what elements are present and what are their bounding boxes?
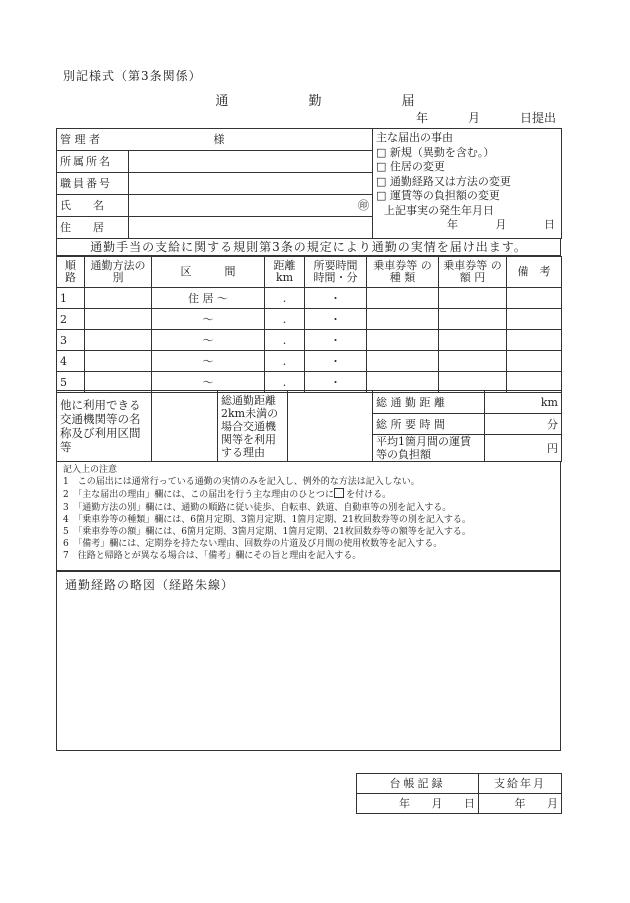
check-mark-icon — [334, 488, 344, 498]
method-cell[interactable] — [85, 309, 152, 330]
time-cell[interactable]: ・ — [305, 351, 367, 372]
col-ticket-type: 乗車券等 の 種 類 — [367, 257, 439, 288]
ticket-type-cell[interactable] — [367, 330, 439, 351]
time-cell[interactable]: ・ — [305, 372, 367, 393]
staff-no-label: 職員番号 — [57, 173, 129, 195]
total-time-label: 総 所 要 時 間 — [373, 414, 485, 435]
method-cell[interactable] — [85, 351, 152, 372]
ticket-price-cell[interactable] — [439, 330, 507, 351]
occurrence-label: 上記事実の発生年月日 — [384, 203, 494, 217]
ticket-type-cell[interactable] — [367, 351, 439, 372]
form-note: 別記様式（第3条関係） — [63, 69, 202, 83]
section-cell[interactable]: 〜 — [152, 372, 265, 393]
dept-field[interactable] — [129, 151, 373, 173]
reason-new[interactable]: □ 新規（異動を含む。） — [376, 145, 495, 159]
submit-date — [398, 109, 556, 126]
occ-month: 月 — [495, 218, 507, 231]
route-no: 5 — [57, 372, 85, 393]
avg-cost-field[interactable] — [485, 435, 562, 462]
time-cell[interactable]: ・ — [305, 330, 367, 351]
total-distance-field[interactable] — [485, 391, 562, 414]
declaration-sentence: 通勤手当の支給に関する規則第3条の規定により通勤の実情を届け出ます。 — [56, 238, 561, 256]
reason-fare[interactable]: □ 運賃等の負担額の変更 — [376, 189, 500, 202]
note-item: 5 「乗車券等の額」欄には、6箇月定期、3箇月定期、1箇月定期、21枚回数券等の額等を記入する。 — [63, 527, 471, 538]
section-cell[interactable]: 〜 — [152, 330, 265, 351]
title-char: 勤 — [308, 94, 322, 109]
address-label: 住 居 — [57, 217, 129, 239]
remarks-cell[interactable] — [507, 309, 562, 330]
route-row — [57, 288, 562, 309]
col-section: 区 間 — [152, 257, 265, 288]
distance-cell[interactable]: . — [265, 351, 305, 372]
route-no: 1 — [57, 288, 85, 309]
note-item: 6 「備考」欄には、定期券を持たない理由、回数券の片道及び月間の使用枚数等を記入する。 — [63, 539, 443, 550]
reasons-title: 主な届出の事由 — [376, 131, 453, 144]
route-row — [57, 309, 562, 330]
route-header — [57, 257, 562, 288]
route-row — [57, 330, 562, 351]
other-transport-field[interactable] — [152, 391, 218, 462]
col-ticket-price: 乗車券等 の額 円 — [439, 257, 507, 288]
route-row — [57, 351, 562, 372]
ledger-record-date[interactable]: 年 月 日 — [357, 794, 479, 814]
method-cell[interactable] — [85, 288, 152, 309]
date-year: 年 — [415, 111, 428, 125]
remarks-cell[interactable] — [507, 351, 562, 372]
title-char: 通 — [215, 94, 229, 109]
note-item: 4 「乗車券等の種類」欄には、6箇月定期、3箇月定期、1箇月定期、21枚回数券等の別を記入する。 — [63, 514, 471, 525]
occ-year: 年 — [447, 218, 458, 231]
short-distance-reason-label: 総通勤距離2km未満の場合交通機関等を利用する理由 — [218, 391, 288, 462]
other-transport-label: 他に利用できる交通機関等の名称及び利用区間等 — [57, 391, 152, 462]
col-remarks: 備 考 — [507, 257, 562, 288]
note-item: 2 「主な届出の理由」欄には、この届出を行う主な理由のひとつに を付ける。 — [63, 490, 392, 501]
km-unit: km — [540, 395, 558, 409]
avg-cost-label: 平均1箇月間の運賃等の負担額 — [373, 435, 485, 462]
payment-month-label: 支給年月 — [479, 774, 562, 794]
reasons-panel — [372, 128, 561, 238]
manager-label: 管 理 者 — [60, 133, 100, 146]
seal-mark: ㊞ — [358, 199, 369, 212]
staff-no-field[interactable] — [129, 173, 373, 195]
time-cell[interactable]: ・ — [305, 288, 367, 309]
ticket-type-cell[interactable] — [367, 309, 439, 330]
time-cell[interactable]: ・ — [305, 309, 367, 330]
form-title — [0, 90, 630, 109]
note-item: 1 この届出には通常行っている通勤の実情のみを記入し、例外的な方法は記入しない。 — [63, 477, 420, 488]
occ-day: 日 — [544, 218, 555, 231]
address-field[interactable] — [129, 217, 373, 239]
manager-row[interactable] — [57, 129, 373, 151]
total-distance-label: 総 通 勤 距 離 — [373, 391, 485, 414]
ledger-record-label: 台帳記録 — [357, 774, 479, 794]
col-distance: 距離 km — [265, 257, 305, 288]
section-cell[interactable]: 住 居 〜 — [152, 288, 265, 309]
yen-unit: 円 — [547, 441, 558, 455]
occurrence-date[interactable] — [376, 218, 557, 233]
ticket-price-cell[interactable] — [439, 309, 507, 330]
section-cell[interactable]: 〜 — [152, 309, 265, 330]
route-no: 3 — [57, 330, 85, 351]
ticket-type-cell[interactable] — [367, 288, 439, 309]
route-no: 2 — [57, 309, 85, 330]
ticket-price-cell[interactable] — [439, 351, 507, 372]
col-order: 順路 — [57, 257, 85, 288]
ticket-price-cell[interactable] — [439, 288, 507, 309]
ledger-table — [356, 773, 562, 814]
route-table — [56, 256, 562, 393]
notes-title: 記入上の注意 — [63, 465, 118, 475]
payment-month-date[interactable]: 年 月 — [479, 794, 562, 814]
distance-cell[interactable]: . — [265, 309, 305, 330]
col-time: 所要時間 時間・分 — [305, 257, 367, 288]
summary-table — [56, 390, 562, 462]
manager-suffix: 様 — [213, 133, 225, 146]
min-unit: 分 — [547, 417, 558, 431]
name-label: 氏 名 — [57, 195, 129, 217]
distance-cell[interactable]: . — [265, 288, 305, 309]
reason-route[interactable]: □ 通勤経路又は方法の変更 — [376, 174, 511, 188]
short-distance-reason-field[interactable] — [288, 391, 373, 462]
route-map-area[interactable] — [56, 571, 561, 751]
remarks-cell[interactable] — [507, 330, 562, 351]
col-method: 通勤方法の 別 — [85, 257, 152, 288]
route-no: 4 — [57, 351, 85, 372]
note-item: 7 往路と帰路とが異なる場合は、「備考」欄にその旨と理由を記入する。 — [63, 551, 362, 562]
title-char: 届 — [401, 94, 415, 109]
remarks-cell[interactable] — [507, 288, 562, 309]
distance-cell[interactable]: . — [265, 330, 305, 351]
map-title: 通勤経路の略図（経路朱線） — [65, 578, 235, 592]
distance-cell[interactable]: . — [265, 372, 305, 393]
name-field[interactable] — [129, 195, 373, 217]
date-month: 月 — [467, 111, 480, 125]
reason-address[interactable]: □ 住居の変更 — [376, 160, 445, 173]
method-cell[interactable] — [85, 330, 152, 351]
dept-label: 所属所名 — [57, 151, 129, 173]
section-cell[interactable]: 〜 — [152, 351, 265, 372]
notes-section — [56, 461, 561, 571]
date-day: 日提出 — [519, 111, 556, 125]
total-time-field[interactable] — [485, 414, 562, 435]
note-item: 3 「通勤方法の別」欄には、通勤の順路に従い徒歩、自転車、鉄道、自動車等の別を記入する。 — [63, 502, 452, 513]
